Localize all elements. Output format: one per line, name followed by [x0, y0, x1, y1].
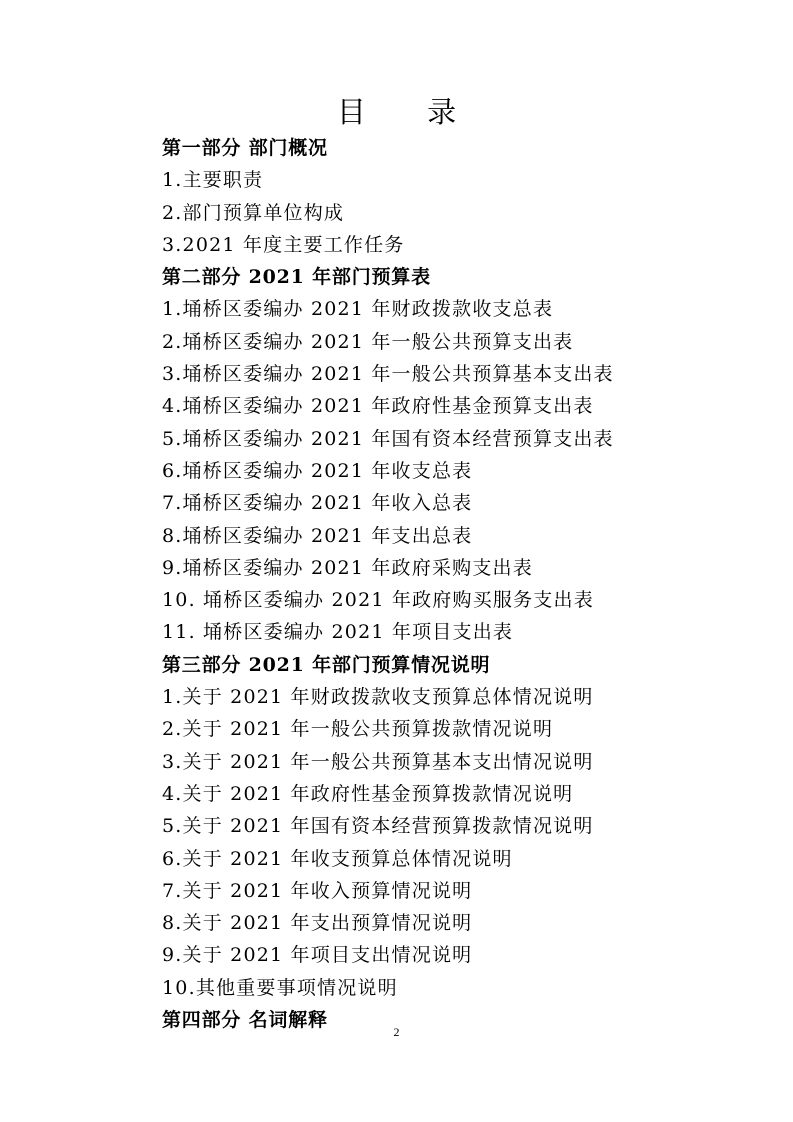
toc-item[interactable]: 9.关于 2021 年项目支出情况说明	[162, 944, 473, 967]
toc-item[interactable]: 6.埇桥区委编办 2021 年收支总表	[162, 459, 473, 482]
toc-item[interactable]: 7.关于 2021 年收入预算情况说明	[162, 879, 473, 902]
page-title	[0, 94, 793, 130]
section-heading-part-3[interactable]: 第三部分 2021 年部门预算情况说明	[162, 653, 491, 676]
toc-item[interactable]: 1.埇桥区委编办 2021 年财政拨款收支总表	[162, 298, 554, 321]
toc-item[interactable]: 6.关于 2021 年收支预算总体情况说明	[162, 847, 513, 870]
toc-item[interactable]: 9.埇桥区委编办 2021 年政府采购支出表	[162, 556, 533, 579]
toc-item[interactable]: 5.关于 2021 年国有资本经营预算拨款情况说明	[162, 815, 594, 838]
toc-item[interactable]: 10.其他重要事项情况说明	[162, 976, 398, 999]
toc-item[interactable]: 2.关于 2021 年一般公共预算拨款情况说明	[162, 718, 554, 741]
page-number: 2	[393, 1025, 400, 1039]
section-heading-part-1[interactable]: 第一部分 部门概况	[162, 137, 328, 159]
toc-item[interactable]: 4.关于 2021 年政府性基金预算拨款情况说明	[162, 782, 574, 805]
toc-item[interactable]: 1.关于 2021 年财政拨款收支预算总体情况说明	[162, 686, 594, 709]
toc-item[interactable]: 2.部门预算单位构成	[162, 201, 345, 224]
toc-item[interactable]: 8.关于 2021 年支出预算情况说明	[162, 912, 473, 935]
toc-item[interactable]: 8.埇桥区委编办 2021 年支出总表	[162, 524, 473, 547]
toc-item[interactable]: 1.主要职责	[162, 169, 264, 192]
section-heading-part-4[interactable]: 第四部分 名词解释	[162, 1009, 328, 1032]
toc-item[interactable]: 7.埇桥区委编办 2021 年收入总表	[162, 492, 473, 515]
toc-item[interactable]: 10. 埇桥区委编办 2021 年政府购买服务支出表	[162, 589, 594, 612]
toc-item[interactable]: 3.2021 年度主要工作任务	[162, 233, 405, 256]
toc-item[interactable]: 5.埇桥区委编办 2021 年国有资本经营预算支出表	[162, 427, 614, 450]
toc-item[interactable]: 3.埇桥区委编办 2021 年一般公共预算基本支出表	[162, 363, 614, 386]
toc-item[interactable]: 11. 埇桥区委编办 2021 年项目支出表	[162, 621, 514, 644]
toc-item[interactable]: 4.埇桥区委编办 2021 年政府性基金预算支出表	[162, 395, 594, 418]
toc-item[interactable]: 3.关于 2021 年一般公共预算基本支出情况说明	[162, 750, 594, 773]
page-title-text: 目 录	[336, 95, 483, 129]
section-heading-part-2[interactable]: 第二部分 2021 年部门预算表	[162, 266, 431, 289]
table-of-contents	[162, 132, 762, 1036]
toc-item[interactable]: 2.埇桥区委编办 2021 年一般公共预算支出表	[162, 330, 574, 353]
